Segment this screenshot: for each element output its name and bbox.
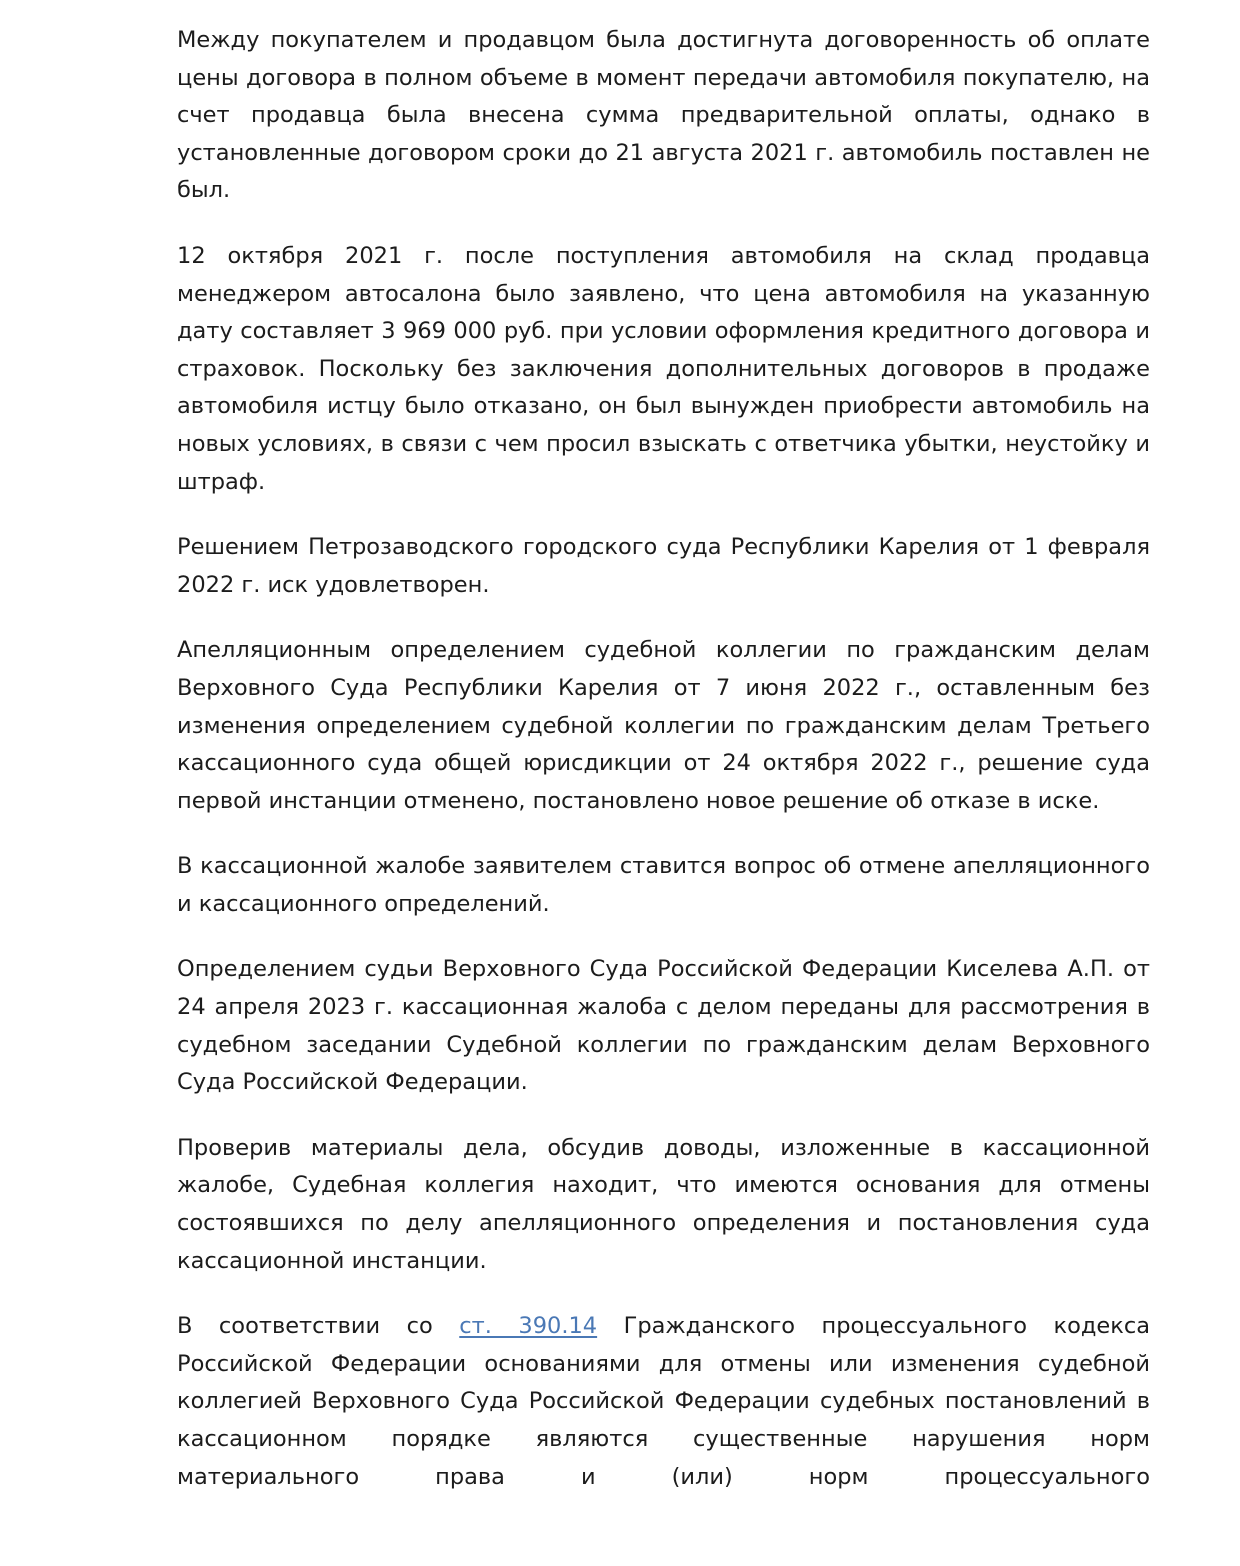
paragraph-legal-basis [177,1308,1150,1496]
paragraph-first-instance-decision: Решением Петрозаводского городского суда Республики Карелия от 1 февраля 2022 г. иск удовлетворен. [177,534,1150,598]
paragraph-transfer-order: Определением судьи Верховного Суда Российской Федерации Киселева А.П. от 24 апреля 2023 г. кассационная жалоба с делом переданы для рассмотрения в судебном заседании Судебной коллегии по гражданским делам Верховного Суда Российской Федерации. [177,956,1150,1096]
paragraph-review-findings: Проверив материалы дела, обсудив доводы, изложенные в кассационной жалобе, Судебная коллегия находит, что имеются основания для отмены состоявшихся по делу апелляционного определения и постановления суда кассационной инстанции. [177,1134,1150,1274]
legal-basis-text-start: В соответствии со [177,1313,460,1340]
paragraph-appeal-ruling: Апелляционным определением судебной коллегии по гражданским делам Верховного Суда Республики Карелия от 7 июня 2022 г., оставленным без изменения определением судебной коллегии по гражданским делам Третьего кассационного суда общей юрисдикции от 24 октября 2022 г., решение суда первой инстанции отменено, постановлено новое решение об отказе в иске. [177,637,1150,814]
paragraph-price-change: 12 октября 2021 г. после поступления автомобиля на склад продавца менеджером автосалона было заявлено, что цена автомобиля на указанную дату составляет 3 969 000 руб. при условии оформления кредитного договора и страховок. Поскольку без заключения дополнительных договоров в продаже автомобиля истцу было отказано, он был вынужден приобрести автомобиль на новых условиях, в связи с чем просил взыскать с ответчика убытки, неустойку и штраф. [177,242,1150,495]
legal-basis-text-rest: Гражданского процессуального кодекса Российской Федерации основаниями для отмены или изменения судебной коллегией Верховного Суда Российской Федерации судебных постановлений в кассационном порядке являются существенные нарушения норм материального права и (или) норм процессуального [177,1313,1151,1490]
article-390-14-link[interactable]: ст. 390.14 [459,1313,598,1340]
document-body [177,22,1150,1524]
paragraph-cassation-complaint: В кассационной жалобе заявителем ставится вопрос об отмене апелляционного и кассационного определений. [177,853,1150,917]
paragraph-prepayment: Между покупателем и продавцом была достигнута договоренность об оплате цены договора в полном объеме в момент передачи автомобиля покупателю, на счет продавца была внесена сумма предварительной оплаты, однако в установленные договором сроки до 21 августа 2021 г. автомобиль поставлен не был. [177,27,1150,204]
